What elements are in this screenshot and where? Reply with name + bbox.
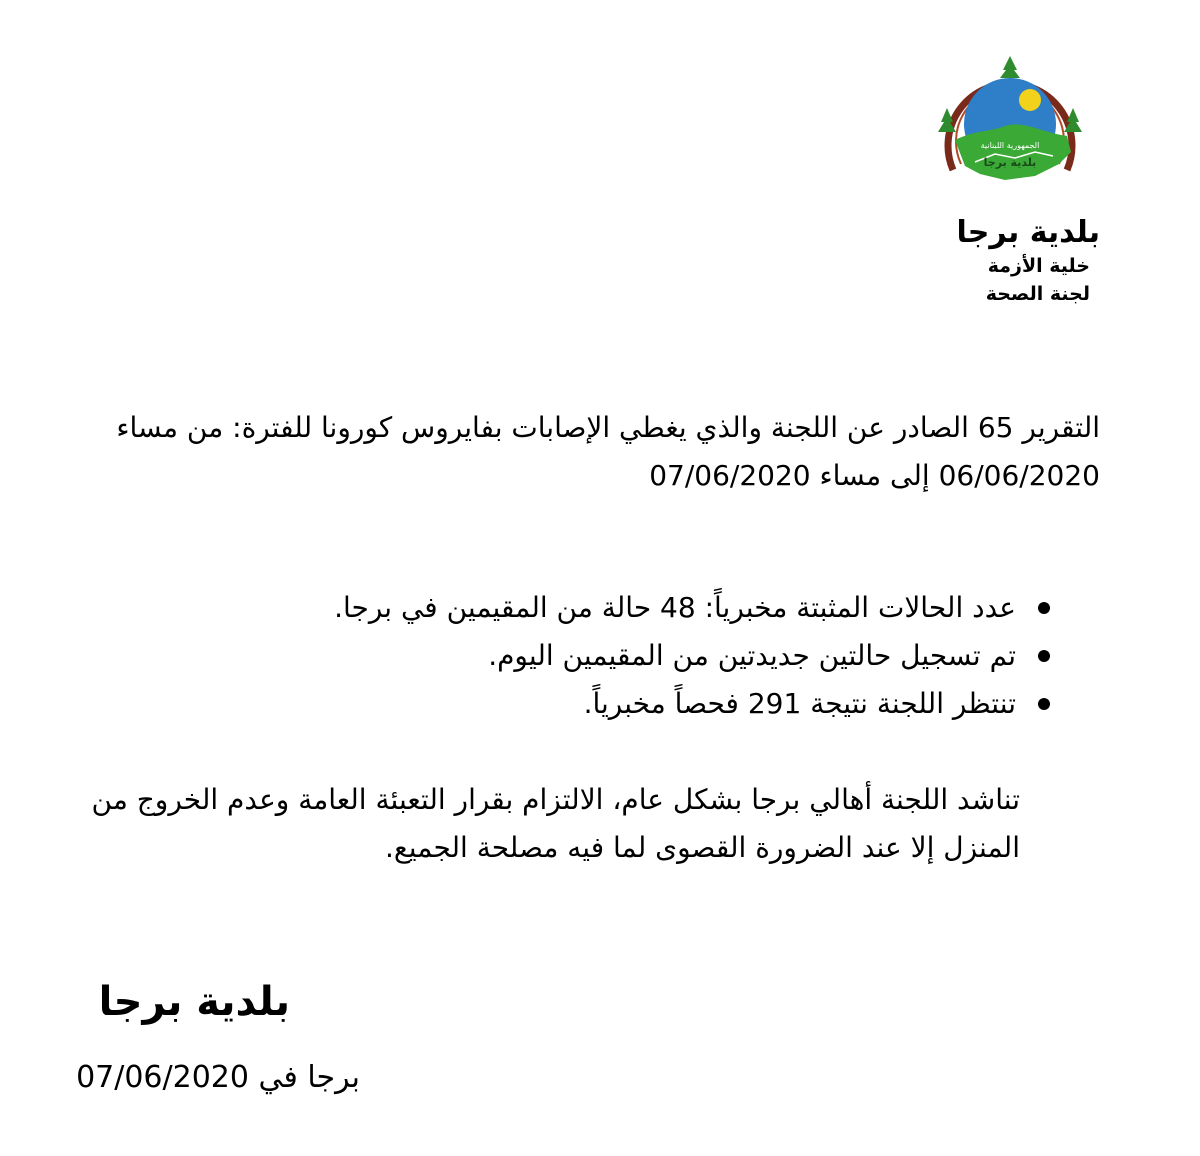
signature-block <box>60 972 360 1108</box>
org-name: بلدية برجا <box>956 215 1100 250</box>
logo-text-top: الجمهورية اللبنانية <box>980 141 1040 150</box>
health-committee: لجنة الصحة <box>985 283 1090 305</box>
appeal-paragraph: تناشد اللجنة أهالي برجا بشكل عام، الالتزام بقرار التعبئة العامة وعدم الخروج من المنزل إلا عند الضرورة القصوى لما فيه مصلحة الجميع. <box>91 783 1020 864</box>
signature-name: بلدية برجا <box>98 979 290 1025</box>
list-item: تم تسجيل حالتين جديدتين من المقيمين اليوم. <box>150 632 1050 680</box>
bullet-list <box>150 584 1050 728</box>
letterhead <box>920 52 1100 308</box>
municipality-logo <box>935 52 1085 202</box>
list-item: عدد الحالات المثبتة مخبرياً: 48 حالة من المقيمين في برجا. <box>150 584 1050 632</box>
report-title: التقرير 65 الصادر عن اللجنة والذي يغطي الإصابات بفايروس كورونا للفترة: من مساء 06/06/2020 إلى مساء 07/06/2020 <box>116 411 1100 492</box>
list-item: تنتظر اللجنة نتيجة 291 فحصاً مخبرياً. <box>150 680 1050 728</box>
signature-date: برجا في 07/06/2020 <box>76 1060 360 1095</box>
crisis-unit: خلية الأزمة <box>987 255 1090 277</box>
logo-text-bottom: بلدية برجا <box>983 156 1037 169</box>
